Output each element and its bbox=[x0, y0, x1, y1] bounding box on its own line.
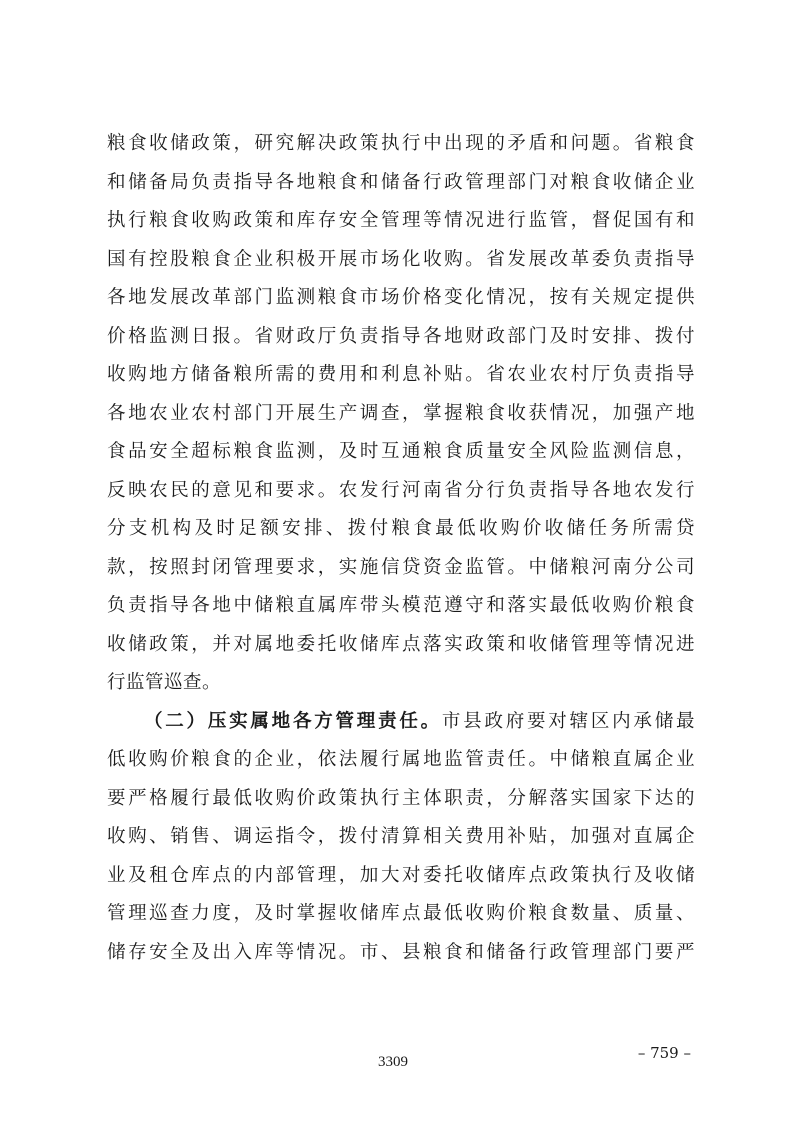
heading-line-rest: 市县政府要对辖区内承储最 bbox=[441, 710, 695, 732]
text-line: 低收购价粮食的企业，依法履行属地监管责任。中储粮直属企业 bbox=[107, 749, 695, 770]
text-line: 和储备局负责指导各地粮食和储备行政管理部门对粮食收储企业 bbox=[107, 171, 695, 193]
text-line bbox=[107, 703, 695, 742]
text-line: 国有控股粮食企业积极开展市场化收购。省发展改革委负责指导 bbox=[107, 248, 695, 270]
section-heading: （二）压实属地各方管理责任。 bbox=[144, 710, 442, 732]
page-number: – 759 – bbox=[637, 1044, 691, 1062]
paragraph-1 bbox=[107, 125, 695, 703]
text-line: 业及租仓库点的内部管理，加大对委托收储库点政策执行及收储 bbox=[107, 864, 695, 886]
text-line: 要严格履行最低收购价政策执行主体职责，分解落实国家下达的 bbox=[107, 787, 695, 809]
text-line: 款，按照封闭管理要求，实施信贷资金监管。中储粮河南分公司 bbox=[107, 556, 695, 578]
text-line: 价格监测日报。省财政厅负责指导各地财政部门及时安排、拨付 bbox=[107, 325, 695, 347]
text-line: 分支机构及时足额安排、拨付粮食最低收购价收储任务所需贷 bbox=[107, 518, 695, 539]
text-line: 行监管巡查。 bbox=[107, 672, 222, 693]
text-line: 负责指导各地中储粮直属库带头模范遵守和落实最低收购价粮食 bbox=[107, 595, 695, 616]
text-line: 收购、销售、调运指令，拨付清算相关费用补贴，加强对直属企 bbox=[107, 826, 695, 847]
text-line: 各地农业农村部门开展生产调查，掌握粮食收获情况，加强产地 bbox=[107, 402, 695, 424]
footer-code: 3309 bbox=[378, 1054, 408, 1070]
text-line: 收购地方储备粮所需的费用和利息补贴。省农业农村厅负责指导 bbox=[107, 364, 695, 385]
document-body bbox=[107, 125, 695, 972]
text-line: 粮食收储政策，研究解决政策执行中出现的矛盾和问题。省粮食 bbox=[107, 133, 695, 154]
text-line: 管理巡查力度，及时掌握收储库点最低收购价粮食数量、质量、 bbox=[107, 903, 695, 924]
text-line: 收储政策，并对属地委托收储库点落实政策和收储管理等情况进 bbox=[107, 633, 695, 655]
text-line: 食品安全超标粮食监测，及时互通粮食质量安全风险监测信息， bbox=[107, 441, 695, 462]
text-line: 反映农民的意见和要求。农发行河南省分行负责指导各地农发行 bbox=[107, 479, 695, 501]
text-line: 执行粮食收购政策和库存安全管理等情况进行监管，督促国有和 bbox=[107, 210, 695, 231]
text-line: 储存安全及出入库等情况。市、县粮食和储备行政管理部门要严 bbox=[107, 941, 695, 963]
paragraph-2 bbox=[107, 703, 695, 973]
text-line: 各地发展改革部门监测粮食市场价格变化情况，按有关规定提供 bbox=[107, 287, 695, 308]
